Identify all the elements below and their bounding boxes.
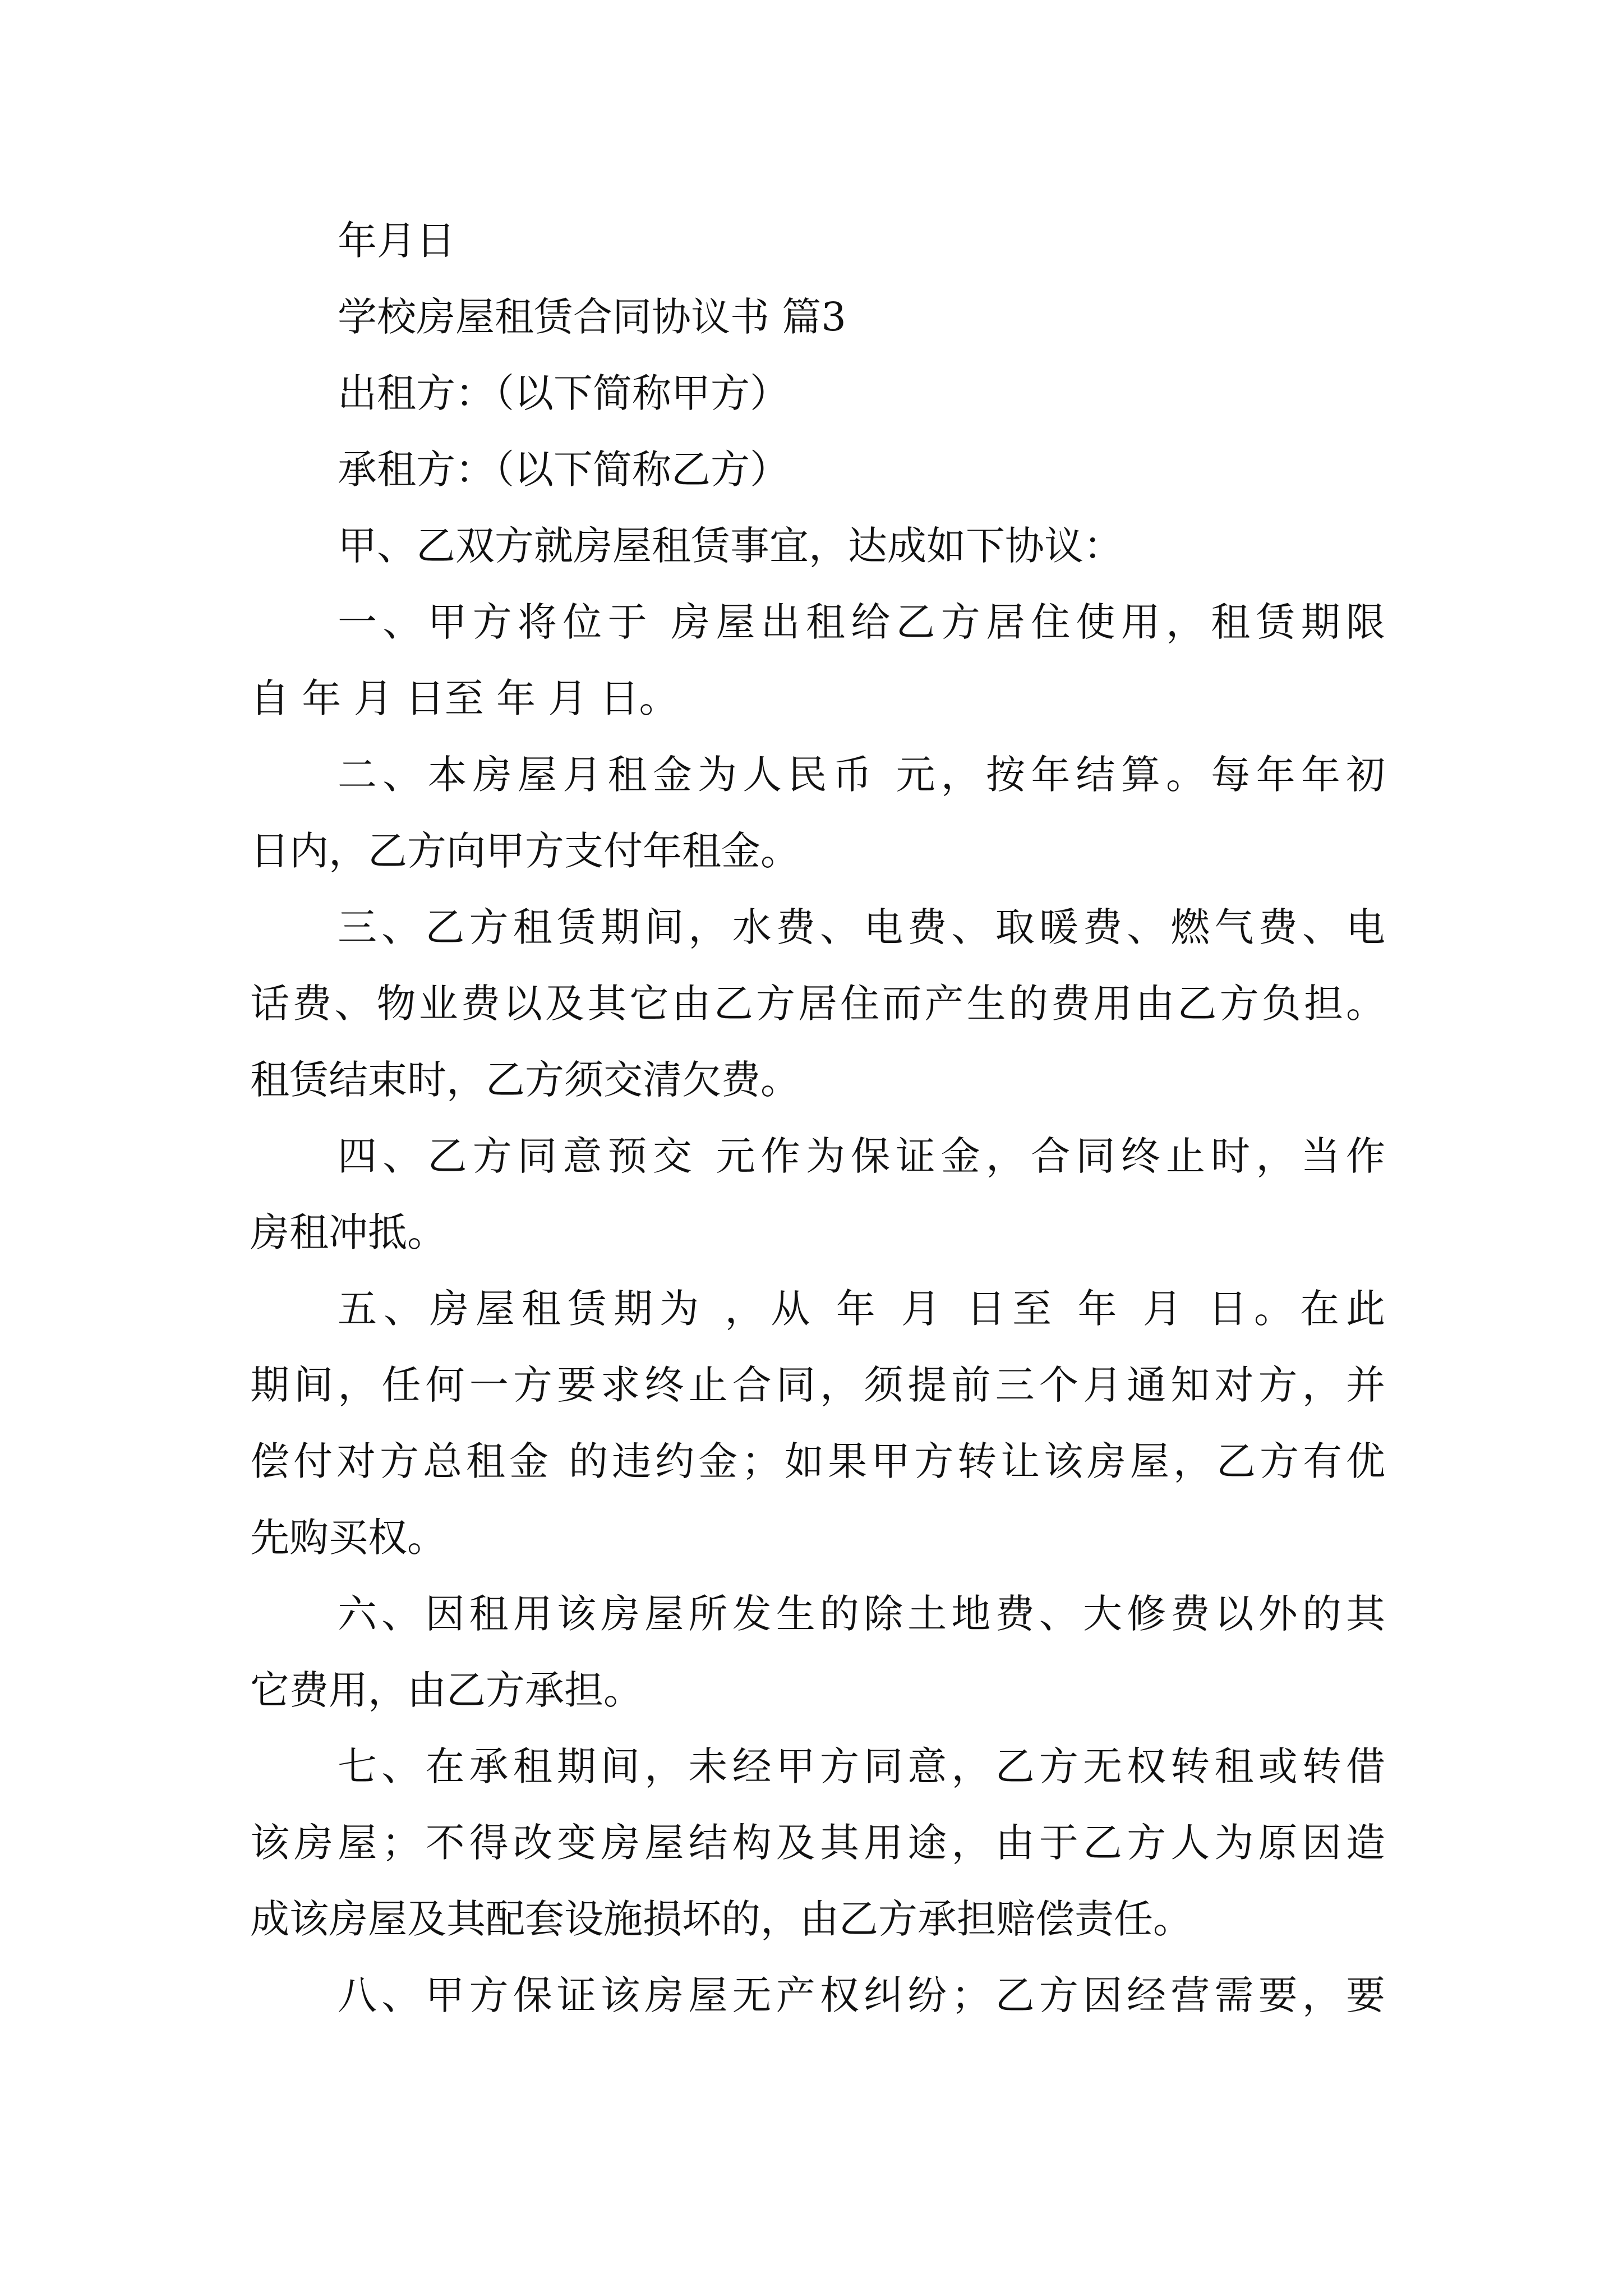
clause-4-line-1: 四、乙方同意预交 元作为保证金，合同终止时，当作 [338,1133,1385,1179]
clause-4-line-2: 房租冲抵。 [250,1209,446,1255]
clause-2-line-2: 日内，乙方向甲方支付年租金。 [250,828,800,874]
clause-7-line-1: 七、在承租期间，未经甲方同意，乙方无权转租或转借 [338,1743,1385,1789]
clause-7-line-3: 成该房屋及其配套设施损坏的，由乙方承担赔偿责任。 [250,1896,1192,1942]
agreement-intro: 甲、乙双方就房屋租赁事宜，达成如下协议： [338,523,1123,569]
clause-1-line-2: 自 年 月 日至 年 月 日。 [250,675,679,721]
clause-5-line-4: 先购买权。 [250,1515,446,1561]
clause-2-line-1: 二、本房屋月租金为人民币 元，按年结算。每年年初 [338,752,1385,798]
lessee-line: 承租方：（以下简称乙方） [338,447,789,493]
clause-8-line-1: 八、甲方保证该房屋无产权纠纷；乙方因经营需要，要 [338,1972,1385,2018]
section-title: 学校房屋租赁合同协议书 篇3 [338,294,846,340]
clause-5-line-3: 偿付对方总租金 的违约金；如果甲方转让该房屋，乙方有优 [250,1438,1385,1484]
clause-3-line-1: 三、乙方租赁期间，水费、电费、取暖费、燃气费、电 [338,904,1385,950]
clause-3-line-3: 租赁结束时，乙方须交清欠费。 [250,1057,800,1103]
clause-6-line-1: 六、因租用该房屋所发生的除土地费、大修费以外的其 [338,1591,1385,1637]
clause-3-line-2: 话费、物业费以及其它由乙方居住而产生的费用由乙方负担。 [250,981,1385,1027]
lessor-line: 出租方：（以下简称甲方） [338,370,789,416]
clause-1-line-1: 一、甲方将位于 房屋出租给乙方居住使用，租赁期限 [338,599,1385,645]
clause-6-line-2: 它费用，由乙方承担。 [250,1667,643,1713]
clause-7-line-2: 该房屋；不得改变房屋结构及其用途，由于乙方人为原因造 [250,1820,1385,1866]
date-line: 年月日 [338,218,455,264]
clause-5-line-1: 五、房屋租赁期为 ，从 年 月 日至 年 月 日。在此 [338,1286,1385,1332]
clause-5-line-2: 期间，任何一方要求终止合同，须提前三个月通知对方，并 [250,1362,1385,1408]
